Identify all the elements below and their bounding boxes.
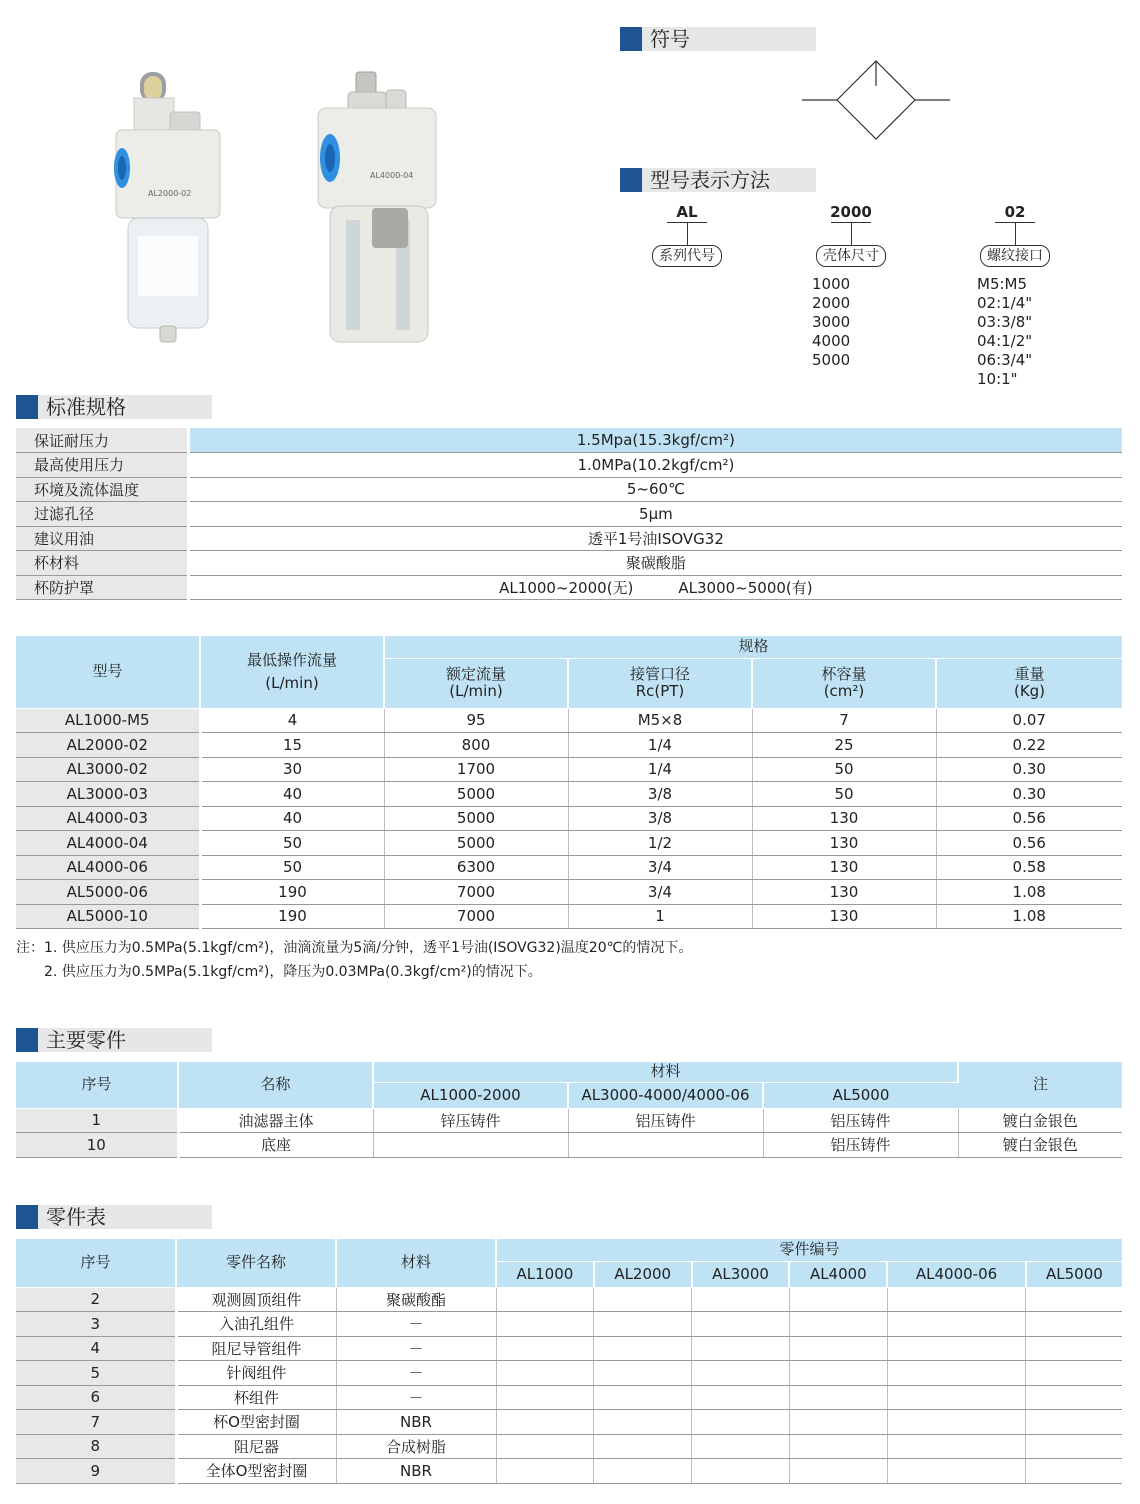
section-title: 符号 — [650, 27, 690, 51]
spec-row — [16, 453, 1122, 478]
cell-part-number — [594, 1312, 692, 1337]
spec-label: 建议用油 — [16, 526, 188, 551]
section-header-symbol — [620, 27, 816, 51]
col-cup — [752, 658, 936, 708]
code-connector — [1015, 223, 1016, 245]
table-row — [16, 1410, 1122, 1435]
size-options — [812, 275, 850, 370]
col-cup-label: 杯容量 — [821, 665, 867, 683]
cell-material: － — [336, 1385, 496, 1410]
table-row — [16, 733, 1122, 758]
table-row — [16, 1312, 1122, 1337]
cell-part-number — [594, 1434, 692, 1459]
cell-port: 3/4 — [568, 880, 752, 905]
cell-min-flow: 190 — [200, 904, 384, 929]
table-row — [16, 1133, 1122, 1158]
spec-label: 过滤孔径 — [16, 502, 188, 527]
cell-min-flow: 50 — [200, 855, 384, 880]
cell-min-flow: 40 — [200, 782, 384, 807]
cell-part-number — [789, 1361, 887, 1386]
table-row — [16, 1434, 1122, 1459]
cell-part-number — [496, 1287, 594, 1312]
cell-no: 2 — [16, 1287, 176, 1312]
col-min-flow — [200, 636, 384, 708]
section-marker — [16, 1205, 38, 1229]
cell-rated-flow: 800 — [384, 733, 568, 758]
col-port — [568, 658, 752, 708]
cell-material-al5000: 铝压铸件 — [763, 1133, 958, 1158]
cell-part-number — [789, 1312, 887, 1337]
col-material-al1000: AL1000-2000 — [373, 1082, 568, 1108]
cell-port: 1/2 — [568, 831, 752, 856]
cell-part-name: 阻尼导管组件 — [176, 1336, 336, 1361]
spec-label: 杯防护罩 — [16, 575, 188, 600]
cell-note: 镀白金银色 — [958, 1133, 1122, 1158]
col-material-al5000: AL5000 — [763, 1082, 958, 1108]
code-connector — [687, 223, 688, 245]
col-name: 名称 — [178, 1062, 373, 1108]
spec-row — [16, 551, 1122, 576]
cell-material-al1000 — [373, 1133, 568, 1158]
section-title: 标准规格 — [46, 395, 126, 419]
section-marker — [16, 395, 38, 419]
col-material: 材料 — [336, 1239, 496, 1287]
cell-min-flow: 30 — [200, 757, 384, 782]
cell-part-number — [594, 1336, 692, 1361]
cell-weight: 0.56 — [936, 806, 1122, 831]
spec-row — [16, 526, 1122, 551]
cell-model: AL3000-03 — [16, 782, 200, 807]
cell-part-number — [789, 1434, 887, 1459]
cell-part-number — [1026, 1336, 1122, 1361]
cell-part-number — [692, 1361, 790, 1386]
col-model-al4000-06: AL4000-06 — [887, 1261, 1026, 1287]
spec-label: 最高使用压力 — [16, 453, 188, 478]
col-model: 型号 — [16, 636, 200, 708]
col-weight-unit: (Kg) — [1013, 682, 1046, 700]
port-option: 04:1/2" — [977, 332, 1033, 350]
port-option: 02:1/4" — [977, 294, 1033, 312]
col-min-flow-unit: (L/min) — [265, 673, 319, 692]
section-marker — [620, 27, 642, 51]
cell-part-number — [692, 1459, 790, 1484]
cell-weight: 0.07 — [936, 708, 1122, 733]
size-option: 2000 — [812, 294, 851, 312]
cell-min-flow: 4 — [200, 708, 384, 733]
cell-min-flow: 50 — [200, 831, 384, 856]
cell-part-number — [1026, 1434, 1122, 1459]
cell-part-number — [692, 1434, 790, 1459]
cell-part-number — [1026, 1385, 1122, 1410]
cell-part-number — [789, 1336, 887, 1361]
cell-material: － — [336, 1361, 496, 1386]
cell-part-number — [496, 1336, 594, 1361]
col-port-unit: Rc(PT) — [635, 682, 685, 700]
cell-part-number — [692, 1410, 790, 1435]
spec-row — [16, 477, 1122, 502]
spec-row — [16, 575, 1122, 600]
cell-part-name: 全体O型密封圈 — [176, 1459, 336, 1484]
cell-min-flow: 15 — [200, 733, 384, 758]
cell-part-number — [692, 1385, 790, 1410]
cell-part-number — [887, 1459, 1026, 1484]
cell-min-flow: 190 — [200, 880, 384, 905]
cell-no: 6 — [16, 1385, 176, 1410]
cell-part-number — [789, 1459, 887, 1484]
col-material-al3000: AL3000-4000/4000-06 — [568, 1082, 763, 1108]
spec-value: 1.5Mpa(15.3kgf/cm²) — [188, 428, 1122, 453]
cell-rated-flow: 5000 — [384, 782, 568, 807]
cell-part-number — [496, 1410, 594, 1435]
cell-model: AL4000-04 — [16, 831, 200, 856]
table-row — [16, 831, 1122, 856]
cell-no: 4 — [16, 1336, 176, 1361]
cell-part-name: 杯O型密封圈 — [176, 1410, 336, 1435]
cell-weight: 0.58 — [936, 855, 1122, 880]
cell-rated-flow: 7000 — [384, 880, 568, 905]
port-option: 03:3/8" — [977, 313, 1033, 331]
port-options — [977, 275, 1032, 389]
code-port-value: 02 — [1004, 203, 1026, 221]
col-model-al2000: AL2000 — [594, 1261, 692, 1287]
spec-row — [16, 428, 1122, 453]
spec-value: AL1000~2000(无) AL3000~5000(有) — [188, 575, 1122, 600]
section-header-main-parts — [16, 1028, 212, 1052]
cell-part-name: 观测圆顶组件 — [176, 1287, 336, 1312]
col-group-spec: 规格 — [384, 636, 1122, 658]
cell-part-number — [887, 1312, 1026, 1337]
cell-part-name: 杯组件 — [176, 1385, 336, 1410]
code-size-label: 壳体尺寸 — [816, 245, 886, 267]
cell-part-number — [1026, 1287, 1122, 1312]
cell-cup: 130 — [752, 855, 936, 880]
cell-no: 10 — [16, 1133, 178, 1158]
product-label-right: AL4000-04 — [370, 171, 414, 180]
cell-cup: 7 — [752, 708, 936, 733]
col-no: 序号 — [16, 1239, 176, 1287]
cell-part-number — [692, 1287, 790, 1312]
cell-note: 镀白金银色 — [958, 1108, 1122, 1133]
cell-material: NBR — [336, 1459, 496, 1484]
cell-model: AL4000-06 — [16, 855, 200, 880]
cell-part-number — [496, 1459, 594, 1484]
cell-rated-flow: 5000 — [384, 806, 568, 831]
spec-value: 1.0MPa(10.2kgf/cm²) — [188, 453, 1122, 478]
size-option: 3000 — [812, 313, 851, 331]
cell-part-number — [496, 1361, 594, 1386]
cell-port: 3/8 — [568, 806, 752, 831]
size-option: 1000 — [812, 275, 851, 293]
table-row — [16, 782, 1122, 807]
spec-note-2: 2. 供应压力为0.5MPa(5.1kgf/cm²)，降压为0.03MPa(0.3kgf/cm²)的情况下。 — [44, 964, 542, 980]
col-model-al3000: AL3000 — [692, 1261, 790, 1287]
spec-label: 保证耐压力 — [16, 428, 188, 453]
cell-rated-flow: 6300 — [384, 855, 568, 880]
spec-label: 杯材料 — [16, 551, 188, 576]
cell-cup: 50 — [752, 757, 936, 782]
cell-weight: 0.30 — [936, 782, 1122, 807]
cell-part-number — [692, 1312, 790, 1337]
cell-part-number — [887, 1410, 1026, 1435]
cell-no: 8 — [16, 1434, 176, 1459]
cell-part-number — [496, 1312, 594, 1337]
code-port-label: 螺纹接口 — [980, 245, 1050, 267]
code-series-value: AL — [676, 203, 698, 221]
cell-cup: 130 — [752, 806, 936, 831]
cell-name: 油滤器主体 — [178, 1108, 373, 1133]
spec-row — [16, 502, 1122, 527]
cell-weight: 0.56 — [936, 831, 1122, 856]
cell-part-number — [1026, 1361, 1122, 1386]
cell-weight: 0.30 — [936, 757, 1122, 782]
cell-part-number — [496, 1434, 594, 1459]
cell-part-number — [887, 1287, 1026, 1312]
cell-part-number — [789, 1287, 887, 1312]
cell-port: 3/8 — [568, 782, 752, 807]
cell-cup: 130 — [752, 880, 936, 905]
cell-port: 1/4 — [568, 733, 752, 758]
table-row — [16, 880, 1122, 905]
spec-value: 5~60℃ — [188, 477, 1122, 502]
cell-material: 聚碳酸酯 — [336, 1287, 496, 1312]
table-row — [16, 1385, 1122, 1410]
cell-model: AL5000-06 — [16, 880, 200, 905]
cell-cup: 130 — [752, 831, 936, 856]
cell-part-number — [789, 1410, 887, 1435]
cell-no: 5 — [16, 1361, 176, 1386]
cell-material: － — [336, 1312, 496, 1337]
cell-part-number — [887, 1434, 1026, 1459]
cell-material: NBR — [336, 1410, 496, 1435]
model-spec-table — [16, 636, 1122, 929]
cell-part-number — [887, 1385, 1026, 1410]
code-size-value: 2000 — [830, 203, 872, 221]
cell-part-number — [887, 1336, 1026, 1361]
col-rated-flow-unit: (L/min) — [449, 682, 503, 700]
cell-cup: 25 — [752, 733, 936, 758]
table-row — [16, 1459, 1122, 1484]
cell-part-number — [594, 1459, 692, 1484]
size-option: 4000 — [812, 332, 851, 350]
section-marker — [620, 168, 642, 192]
col-cup-unit: (cm²) — [823, 682, 865, 700]
col-material: 材料 — [373, 1062, 958, 1082]
cell-material-al1000: 锌压铸件 — [373, 1108, 568, 1133]
main-parts-table — [16, 1062, 1122, 1158]
col-min-flow-label: 最低操作流量 — [246, 650, 337, 669]
cell-no: 3 — [16, 1312, 176, 1337]
table-row — [16, 855, 1122, 880]
cell-rated-flow: 1700 — [384, 757, 568, 782]
cell-rated-flow: 5000 — [384, 831, 568, 856]
cell-material: 合成树脂 — [336, 1434, 496, 1459]
cell-material: － — [336, 1336, 496, 1361]
cell-port: M5×8 — [568, 708, 752, 733]
cell-part-number — [594, 1385, 692, 1410]
cell-port: 3/4 — [568, 855, 752, 880]
section-header-model-code — [620, 168, 816, 192]
lubricator-symbol — [802, 56, 952, 144]
cell-part-number — [692, 1336, 790, 1361]
cell-part-number — [1026, 1410, 1122, 1435]
col-model-al1000: AL1000 — [496, 1261, 594, 1287]
table-row — [16, 708, 1122, 733]
cell-part-number — [1026, 1312, 1122, 1337]
table-row — [16, 757, 1122, 782]
col-port-label: 接管口径 — [629, 665, 690, 683]
cell-part-number — [496, 1385, 594, 1410]
cell-part-number — [594, 1361, 692, 1386]
spec-label: 环境及流体温度 — [16, 477, 188, 502]
cell-model: AL5000-10 — [16, 904, 200, 929]
cell-cup: 50 — [752, 782, 936, 807]
cell-port: 1 — [568, 904, 752, 929]
col-note: 注 — [958, 1062, 1122, 1108]
col-model-al5000: AL5000 — [1026, 1261, 1122, 1287]
cell-part-name: 针阀组件 — [176, 1361, 336, 1386]
cell-model: AL3000-02 — [16, 757, 200, 782]
cell-material-al3000 — [568, 1133, 763, 1158]
spec-note-1: 注：1. 供应压力为0.5MPa(5.1kgf/cm²)，油滴流量为5滴/分钟，透平1号油(ISOVG32)温度20℃的情况下。 — [16, 940, 693, 956]
col-rated-flow — [384, 658, 568, 708]
cell-part-number — [594, 1410, 692, 1435]
section-title: 零件表 — [46, 1205, 106, 1229]
cell-no: 7 — [16, 1410, 176, 1435]
table-row — [16, 1108, 1122, 1133]
col-part-name: 零件名称 — [176, 1239, 336, 1287]
section-marker — [16, 1028, 38, 1052]
col-weight — [936, 658, 1122, 708]
cell-material-al3000: 铝压铸件 — [568, 1108, 763, 1133]
cell-rated-flow: 95 — [384, 708, 568, 733]
cell-material-al5000: 铝压铸件 — [763, 1108, 958, 1133]
product-image-al2000 — [108, 68, 228, 348]
cell-part-name: 阻尼器 — [176, 1434, 336, 1459]
table-row — [16, 904, 1122, 929]
cell-weight: 1.08 — [936, 880, 1122, 905]
product-label-left: AL2000-02 — [148, 189, 192, 198]
cell-weight: 0.22 — [936, 733, 1122, 758]
col-rated-flow-label: 额定流量 — [445, 665, 506, 683]
port-option: 06:3/4" — [977, 351, 1033, 369]
cell-rated-flow: 7000 — [384, 904, 568, 929]
cell-model: AL4000-03 — [16, 806, 200, 831]
cell-part-number — [594, 1287, 692, 1312]
spec-value: 聚碳酸脂 — [188, 551, 1122, 576]
section-title: 型号表示方法 — [650, 168, 770, 192]
code-size — [801, 204, 901, 267]
code-series — [637, 204, 737, 267]
cell-part-number — [887, 1361, 1026, 1386]
parts-list-table — [16, 1239, 1122, 1484]
table-row — [16, 1287, 1122, 1312]
section-title: 主要零件 — [46, 1028, 126, 1052]
code-series-label: 系列代号 — [652, 245, 722, 267]
cell-min-flow: 40 — [200, 806, 384, 831]
col-weight-label: 重量 — [1014, 665, 1045, 683]
cell-no: 9 — [16, 1459, 176, 1484]
port-option: 10:1" — [977, 370, 1018, 388]
product-image-al4000 — [312, 68, 444, 350]
cell-part-number — [1026, 1459, 1122, 1484]
col-model-al4000: AL4000 — [789, 1261, 887, 1287]
table-row — [16, 1361, 1122, 1386]
size-option: 5000 — [812, 351, 851, 369]
table-row — [16, 806, 1122, 831]
standard-spec-table — [16, 428, 1122, 600]
col-part-no: 零件编号 — [496, 1239, 1122, 1261]
cell-weight: 1.08 — [936, 904, 1122, 929]
section-header-standard-spec — [16, 395, 212, 419]
port-option: M5:M5 — [977, 275, 1028, 293]
col-no: 序号 — [16, 1062, 178, 1108]
cell-cup: 130 — [752, 904, 936, 929]
cell-part-number — [789, 1385, 887, 1410]
spec-value: 5μm — [188, 502, 1122, 527]
cell-no: 1 — [16, 1108, 178, 1133]
cell-port: 1/4 — [568, 757, 752, 782]
code-port — [965, 204, 1065, 267]
cell-name: 底座 — [178, 1133, 373, 1158]
cell-model: AL2000-02 — [16, 733, 200, 758]
code-connector — [851, 223, 852, 245]
spec-value: 透平1号油ISOVG32 — [188, 526, 1122, 551]
table-row — [16, 1336, 1122, 1361]
cell-part-name: 入油孔组件 — [176, 1312, 336, 1337]
section-header-parts-list — [16, 1205, 212, 1229]
cell-model: AL1000-M5 — [16, 708, 200, 733]
